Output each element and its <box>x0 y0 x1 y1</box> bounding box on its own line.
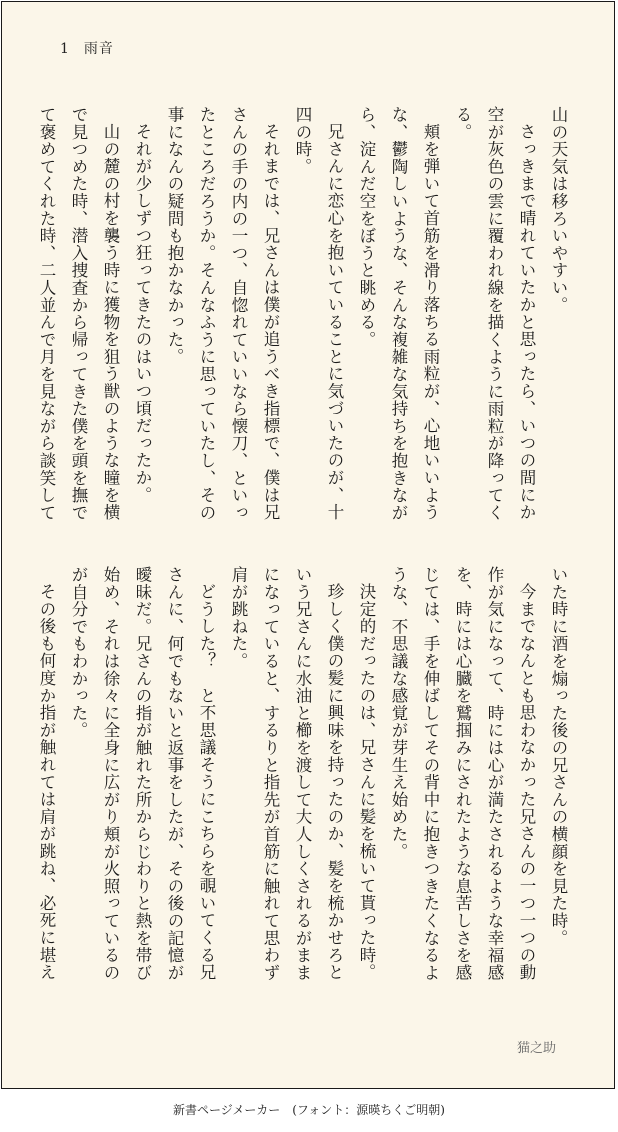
paragraph: いた時に酒を煽った後の兄さんの横顔を見た時。 <box>549 566 568 947</box>
paragraph: 決定的だったのは、兄さんに髪を梳いて貰った時。 <box>357 582 376 981</box>
paragraph: 今までなんとも思わなかった兄さんの一つ一つの動作が気になって、時には心が満たされるような幸福感を、時には心臓を鷲掴みにされたような息苦しさを感じては、手を伸ばしてその背中に抱きつきたくなるような、不思議な感覚が芽生え始めた。 <box>389 566 536 982</box>
author-name: 猫之助 <box>516 1041 556 1056</box>
book-page <box>1 1 615 1089</box>
paragraph: どうした？ と不思議そうにこちらを覗いてくる兄さんに、何でもないと返事をしたが、その後の記憶が曖昧だ。兄さんの指が触れた所からじわりと熱を帯び始め、それは徐々に全身に広がり頬が火照っているのが自分でもわかった。 <box>69 566 216 982</box>
paragraph: 兄さんに恋心を抱いていることに気づいたのが、十四の時。 <box>293 106 344 521</box>
chapter-header <box>60 38 114 58</box>
paragraph: 珍しく僕の髪に興味を持ったのか、髪を梳かせろという兄さんに水油と櫛を渡して大人しくされるがままになっていると、するりと指先が首筋に触れて思わず肩が跳ねた。 <box>229 566 344 982</box>
paragraph: 山の天気は移ろいやすい。 <box>549 106 568 314</box>
paragraph: 頬を弾いて首筋を滑り落ちる雨粒が、心地いいような、鬱陶しいような、そんな複雑な気持ちを抱きながら、淀んだ空をぼうと眺める。 <box>357 106 440 522</box>
paragraph: その後も何度か指が触れては肩が跳ね、必死に堪え <box>37 582 56 981</box>
text-block-upper <box>37 106 574 524</box>
paragraph: それが少しずつ狂ってきたのはいつ頃だったか。 <box>133 122 152 504</box>
paragraph: それまでは、兄さんは僕が追うべき指標で、僕は兄さんの手の内の一つ、自惚れていいなら懐刀、といったところだろうか。そんなふうに思っていたし、その事になんの疑問も抱かなかった。 <box>165 106 280 522</box>
chapter-title: 雨音 <box>83 41 114 57</box>
paragraph: 山の麓の村を襲う時に獲物を狙う獣のような瞳を横で見つめた時、潜入捜査から帰ってきた僕を頭を撫でて褒めてくれた時、二人並んで月を見ながら談笑して <box>37 106 120 522</box>
generator-credit: 新書ページメーカー (フォント：源暎ちくご明朝) <box>173 1103 445 1117</box>
chapter-number: 1 <box>60 41 70 57</box>
text-block-lower <box>37 566 574 984</box>
paragraph: さっきまで晴れていたかと思ったら、いつの間にか空が灰色の雲に覆われ線を描くように雨粒が降ってくる。 <box>453 106 536 522</box>
